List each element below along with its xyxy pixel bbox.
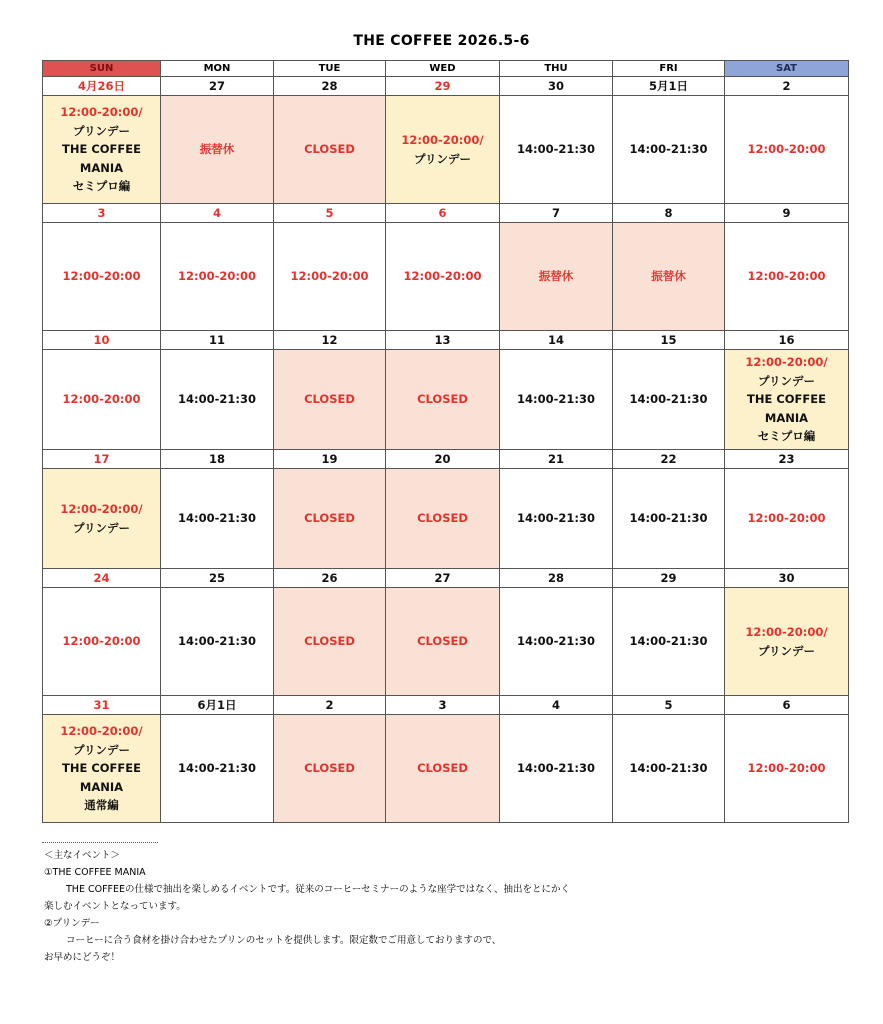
notes-divider bbox=[42, 842, 158, 843]
day-content-cell bbox=[500, 715, 613, 823]
day-content-cell bbox=[725, 588, 849, 696]
content-row bbox=[43, 350, 849, 450]
day-content-line: セミプロ編 bbox=[757, 429, 816, 444]
day-content-cell bbox=[613, 469, 725, 569]
day-content-cell bbox=[161, 96, 274, 204]
day-content-cell bbox=[613, 715, 725, 823]
date-cell: 15 bbox=[613, 331, 725, 350]
date-cell: 30 bbox=[725, 569, 849, 588]
day-content-line: プリンデー bbox=[72, 742, 131, 757]
date-cell: 6 bbox=[725, 696, 849, 715]
day-content-line: THE COFFEE bbox=[747, 392, 826, 407]
weekday-header: SAT bbox=[725, 61, 849, 77]
date-cell: 3 bbox=[43, 204, 161, 223]
date-row bbox=[43, 204, 849, 223]
day-content-line: CLOSED bbox=[304, 392, 355, 407]
date-cell: 6 bbox=[386, 204, 500, 223]
day-content-line: 12:00-20:00 bbox=[747, 761, 826, 776]
day-content-line: プリンデー bbox=[72, 123, 131, 138]
day-content-line: 14:00-21:30 bbox=[178, 392, 256, 407]
day-content-cell bbox=[613, 588, 725, 696]
date-row bbox=[43, 696, 849, 715]
note-item2-line: お早めにどうぞ！ bbox=[44, 952, 121, 963]
date-row bbox=[43, 77, 849, 96]
day-content-cell bbox=[500, 588, 613, 696]
date-cell: 4 bbox=[161, 204, 274, 223]
day-content-line: CLOSED bbox=[417, 761, 468, 776]
day-content-line: 14:00-21:30 bbox=[178, 511, 256, 526]
date-cell: 17 bbox=[43, 450, 161, 469]
content-row bbox=[43, 469, 849, 569]
weekday-header: WED bbox=[386, 61, 500, 77]
day-content-line: プリンデー bbox=[757, 373, 816, 388]
day-content-line: 12:00-20:00 bbox=[62, 392, 141, 407]
day-content-line: 12:00-20:00 bbox=[747, 269, 826, 284]
date-cell: 26 bbox=[274, 569, 386, 588]
day-content-line: 振替休 bbox=[538, 269, 574, 284]
day-content-cell bbox=[274, 715, 386, 823]
day-content-line: 12:00-20:00 bbox=[62, 634, 141, 649]
day-content-line: 14:00-21:30 bbox=[629, 142, 708, 157]
day-content-line: 14:00-21:30 bbox=[517, 634, 595, 649]
day-content-cell bbox=[161, 469, 274, 569]
date-cell: 14 bbox=[500, 331, 613, 350]
day-content-line: プリンデー bbox=[757, 643, 816, 658]
day-content-cell bbox=[161, 350, 274, 450]
day-content-cell bbox=[274, 96, 386, 204]
day-content-line: MANIA bbox=[764, 410, 809, 425]
day-content-line: CLOSED bbox=[304, 761, 355, 776]
day-content-cell bbox=[43, 223, 161, 331]
date-cell: 19 bbox=[274, 450, 386, 469]
day-content-cell bbox=[274, 469, 386, 569]
day-content-cell bbox=[725, 96, 849, 204]
day-content-cell bbox=[43, 588, 161, 696]
day-content-line: プリンデー bbox=[72, 520, 131, 535]
note-item2-title: ②プリンデー bbox=[44, 918, 100, 929]
day-content-cell bbox=[43, 350, 161, 450]
date-cell: 13 bbox=[386, 331, 500, 350]
note-item1-line: 楽しむイベントとなっています。 bbox=[44, 901, 186, 912]
date-cell: 12 bbox=[274, 331, 386, 350]
date-cell: 6月1日 bbox=[161, 696, 274, 715]
date-cell: 4 bbox=[500, 696, 613, 715]
day-content-cell bbox=[500, 469, 613, 569]
day-content-line: 12:00-20:00/ bbox=[60, 502, 143, 516]
day-content-line: プリンデー bbox=[413, 151, 472, 166]
day-content-line: 振替休 bbox=[651, 269, 686, 284]
date-cell: 16 bbox=[725, 331, 849, 350]
day-content-cell bbox=[386, 469, 500, 569]
day-content-line: 14:00-21:30 bbox=[629, 761, 708, 776]
day-content-cell bbox=[613, 96, 725, 204]
day-content-cell bbox=[500, 223, 613, 331]
day-content-line: 振替休 bbox=[199, 142, 235, 157]
date-cell: 4月26日 bbox=[43, 77, 161, 96]
calendar-title: THE COFFEE 2026.5-6 bbox=[353, 33, 530, 49]
date-cell: 24 bbox=[43, 569, 161, 588]
day-content-line: THE COFFEE bbox=[62, 761, 141, 776]
content-row bbox=[43, 715, 849, 823]
content-row bbox=[43, 96, 849, 204]
day-content-cell bbox=[161, 223, 274, 331]
day-content-line: 12:00-20:00 bbox=[178, 269, 256, 284]
date-cell: 7 bbox=[500, 204, 613, 223]
date-cell: 10 bbox=[43, 331, 161, 350]
date-cell: 28 bbox=[500, 569, 613, 588]
note-item1-title: ①THE COFFEE MANIA bbox=[44, 867, 146, 878]
date-cell: 2 bbox=[274, 696, 386, 715]
day-content-line: 12:00-20:00 bbox=[403, 269, 482, 284]
date-cell: 28 bbox=[274, 77, 386, 96]
day-content-cell bbox=[274, 350, 386, 450]
schedule-calendar bbox=[42, 60, 849, 823]
day-content-line: THE COFFEE bbox=[62, 142, 141, 157]
day-content-line: 12:00-20:00/ bbox=[401, 133, 484, 147]
weekday-header: MON bbox=[161, 61, 274, 77]
notes-heading: ＜主なイベント＞ bbox=[44, 850, 121, 861]
content-row bbox=[43, 588, 849, 696]
day-content-cell bbox=[500, 96, 613, 204]
weekday-header: SUN bbox=[43, 61, 161, 77]
day-content-line: CLOSED bbox=[417, 634, 468, 649]
date-row bbox=[43, 450, 849, 469]
day-content-cell bbox=[500, 350, 613, 450]
day-content-cell bbox=[386, 588, 500, 696]
day-content-line: 14:00-21:30 bbox=[178, 634, 256, 649]
weekday-header-row bbox=[43, 61, 849, 77]
day-content-cell bbox=[161, 715, 274, 823]
date-row bbox=[43, 569, 849, 588]
day-content-line: CLOSED bbox=[417, 511, 468, 526]
date-cell: 25 bbox=[161, 569, 274, 588]
date-cell: 22 bbox=[613, 450, 725, 469]
day-content-line: 通常編 bbox=[84, 798, 119, 813]
date-row bbox=[43, 331, 849, 350]
weekday-header: THU bbox=[500, 61, 613, 77]
date-cell: 27 bbox=[161, 77, 274, 96]
date-cell: 31 bbox=[43, 696, 161, 715]
date-cell: 27 bbox=[386, 569, 500, 588]
day-content-cell bbox=[613, 350, 725, 450]
date-cell: 5月1日 bbox=[613, 77, 725, 96]
date-cell: 29 bbox=[613, 569, 725, 588]
day-content-cell bbox=[386, 350, 500, 450]
day-content-cell bbox=[725, 469, 849, 569]
day-content-cell bbox=[386, 96, 500, 204]
day-content-cell bbox=[725, 223, 849, 331]
day-content-line: 12:00-20:00 bbox=[62, 269, 141, 284]
day-content-line: 12:00-20:00 bbox=[290, 269, 369, 284]
date-cell: 2 bbox=[725, 77, 849, 96]
day-content-cell bbox=[274, 588, 386, 696]
day-content-cell bbox=[386, 715, 500, 823]
date-cell: 30 bbox=[500, 77, 613, 96]
day-content-cell bbox=[725, 350, 849, 450]
day-content-cell bbox=[274, 223, 386, 331]
content-row bbox=[43, 223, 849, 331]
day-content-line: 12:00-20:00/ bbox=[745, 625, 828, 639]
date-cell: 21 bbox=[500, 450, 613, 469]
day-content-line: CLOSED bbox=[304, 634, 355, 649]
day-content-line: 12:00-20:00/ bbox=[60, 105, 143, 120]
event-notes bbox=[44, 847, 844, 966]
day-content-line: 14:00-21:30 bbox=[629, 392, 708, 407]
day-content-line: 12:00-20:00/ bbox=[60, 724, 143, 739]
weekday-header: FRI bbox=[613, 61, 725, 77]
date-cell: 23 bbox=[725, 450, 849, 469]
day-content-line: 12:00-20:00 bbox=[747, 142, 826, 157]
date-cell: 9 bbox=[725, 204, 849, 223]
day-content-cell bbox=[43, 96, 161, 204]
date-cell: 8 bbox=[613, 204, 725, 223]
day-content-line: セミプロ編 bbox=[72, 179, 131, 194]
day-content-line: MANIA bbox=[79, 160, 124, 175]
day-content-line: 14:00-21:30 bbox=[517, 142, 595, 157]
day-content-line: CLOSED bbox=[304, 142, 355, 157]
day-content-line: 14:00-21:30 bbox=[629, 634, 708, 649]
date-cell: 5 bbox=[613, 696, 725, 715]
day-content-cell bbox=[725, 715, 849, 823]
day-content-cell bbox=[43, 715, 161, 823]
day-content-cell bbox=[386, 223, 500, 331]
day-content-cell bbox=[43, 469, 161, 569]
day-content-line: 14:00-21:30 bbox=[178, 761, 256, 776]
date-cell: 5 bbox=[274, 204, 386, 223]
date-cell: 3 bbox=[386, 696, 500, 715]
date-cell: 20 bbox=[386, 450, 500, 469]
day-content-line: 14:00-21:30 bbox=[517, 392, 595, 407]
note-item1-line: THE COFFEEの仕様で抽出を楽しめるイベントです。従来のコーヒーセミナーのような座学ではなく、抽出をとにかく bbox=[66, 884, 570, 895]
day-content-line: CLOSED bbox=[417, 392, 468, 407]
day-content-line: MANIA bbox=[79, 779, 124, 794]
day-content-line: 12:00-20:00 bbox=[747, 511, 826, 526]
note-item2-line: コーヒーに合う食材を掛け合わせたプリンのセットを提供します。限定数でご用意しておりますので、 bbox=[66, 935, 502, 946]
day-content-line: 14:00-21:30 bbox=[517, 511, 595, 526]
day-content-cell bbox=[613, 223, 725, 331]
day-content-line: CLOSED bbox=[304, 511, 355, 526]
date-cell: 29 bbox=[386, 77, 500, 96]
day-content-line: 14:00-21:30 bbox=[517, 761, 595, 776]
day-content-cell bbox=[161, 588, 274, 696]
day-content-line: 12:00-20:00/ bbox=[745, 355, 828, 370]
day-content-line: 14:00-21:30 bbox=[629, 511, 708, 526]
date-cell: 11 bbox=[161, 331, 274, 350]
date-cell: 18 bbox=[161, 450, 274, 469]
weekday-header: TUE bbox=[274, 61, 386, 77]
